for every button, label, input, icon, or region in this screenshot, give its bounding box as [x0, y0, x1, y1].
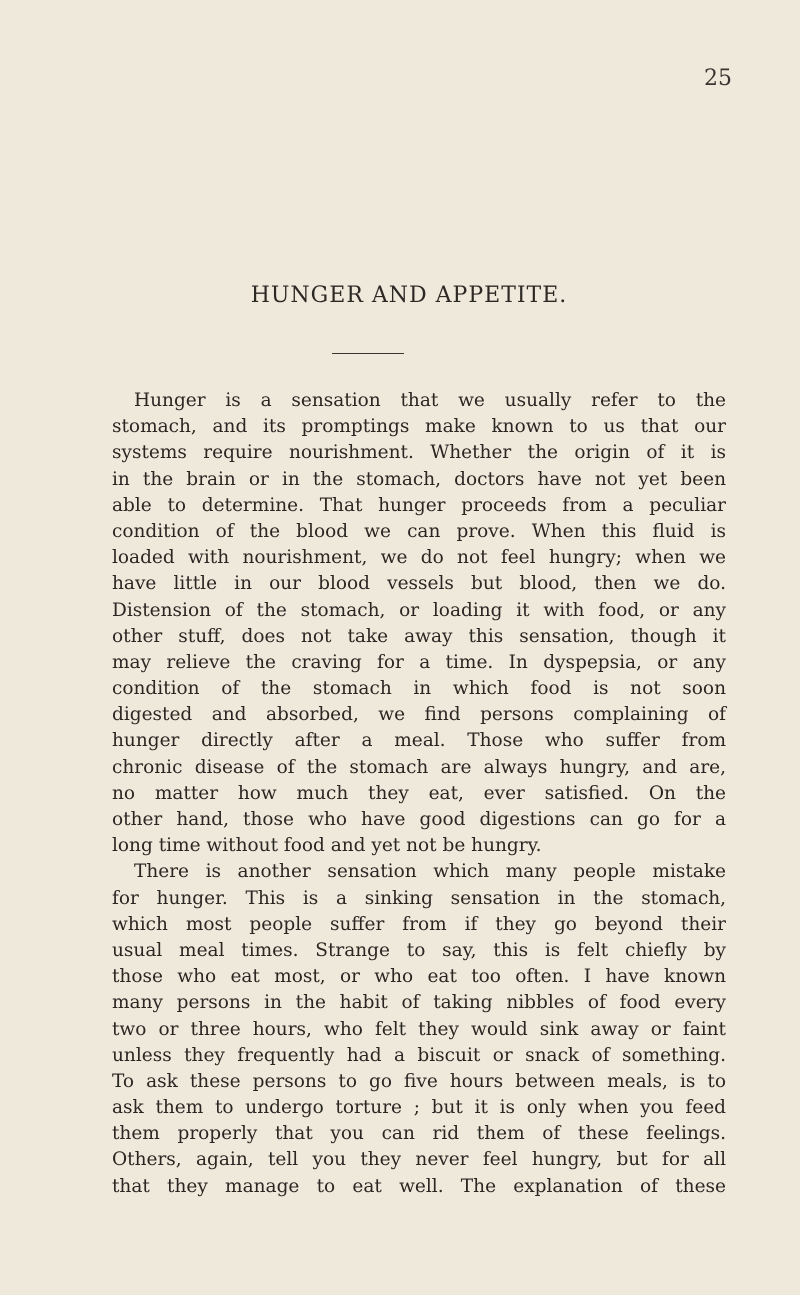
text-line: Distension of the stomach, or loading it with food, or any	[112, 599, 726, 621]
text-line: two or three hours, who felt they would sink away or faint	[112, 1018, 726, 1040]
text-line: long time without food and yet not be hungry.	[112, 835, 542, 857]
text-line: may relieve the craving for a time. In dyspepsia, or any	[112, 651, 726, 673]
text-line: chronic disease of the stomach are always hungry, and are,	[112, 756, 726, 778]
text-line: There is another sensation which many people mistake	[134, 861, 726, 883]
text-line: unless they frequently had a biscuit or snack of something.	[112, 1044, 726, 1066]
text-line: them properly that you can rid them of these feelings.	[112, 1123, 726, 1145]
text-line: To ask these persons to go five hours between meals, is to	[112, 1070, 726, 1092]
text-line: for hunger. This is a sinking sensation in the stomach,	[112, 887, 726, 909]
title-divider	[332, 353, 404, 354]
text-line: condition of the stomach in which food is not soon	[112, 678, 726, 700]
text-line: which most people suffer from if they go beyond their	[112, 913, 726, 935]
text-line: have little in our blood vessels but blood, then we do.	[112, 573, 726, 595]
text-line: ask them to undergo torture ; but it is only when you feed	[112, 1097, 726, 1119]
text-line: stomach, and its promptings make known to us that our	[112, 416, 726, 438]
page-number: 25	[704, 66, 732, 91]
text-line: in the brain or in the stomach, doctors have not yet been	[112, 468, 726, 490]
text-line: usual meal times. Strange to say, this is felt chiefly by	[112, 939, 726, 961]
text-line: systems require nourishment. Whether the origin of it is	[112, 442, 726, 464]
text-line: condition of the blood we can prove. When this fluid is	[112, 520, 726, 542]
text-line: Hunger is a sensation that we usually refer to the	[134, 390, 726, 411]
chapter-title: HUNGER AND APPETITE.	[250, 283, 568, 308]
text-line: able to determine. That hunger proceeds from a peculiar	[112, 494, 726, 516]
text-line: no matter how much they eat, ever satisfied. On the	[112, 782, 726, 804]
text-line: loaded with nourishment, we do not feel hungry; when we	[112, 547, 726, 569]
text-line: hunger directly after a meal. Those who suffer from	[112, 730, 726, 752]
text-line: many persons in the habit of taking nibbles of food every	[112, 992, 726, 1014]
text-line: other hand, those who have good digestions can go for a	[112, 809, 726, 830]
text-line: digested and absorbed, we find persons complaining of	[112, 704, 726, 726]
text-line: Others, again, tell you they never feel hungry, but for all	[112, 1149, 726, 1171]
body-text	[112, 388, 726, 1200]
text-line: that they manage to eat well. The explanation of these	[112, 1175, 726, 1197]
text-line: other stuff, does not take away this sensation, though it	[112, 625, 726, 647]
text-line: those who eat most, or who eat too often. I have known	[112, 966, 726, 988]
